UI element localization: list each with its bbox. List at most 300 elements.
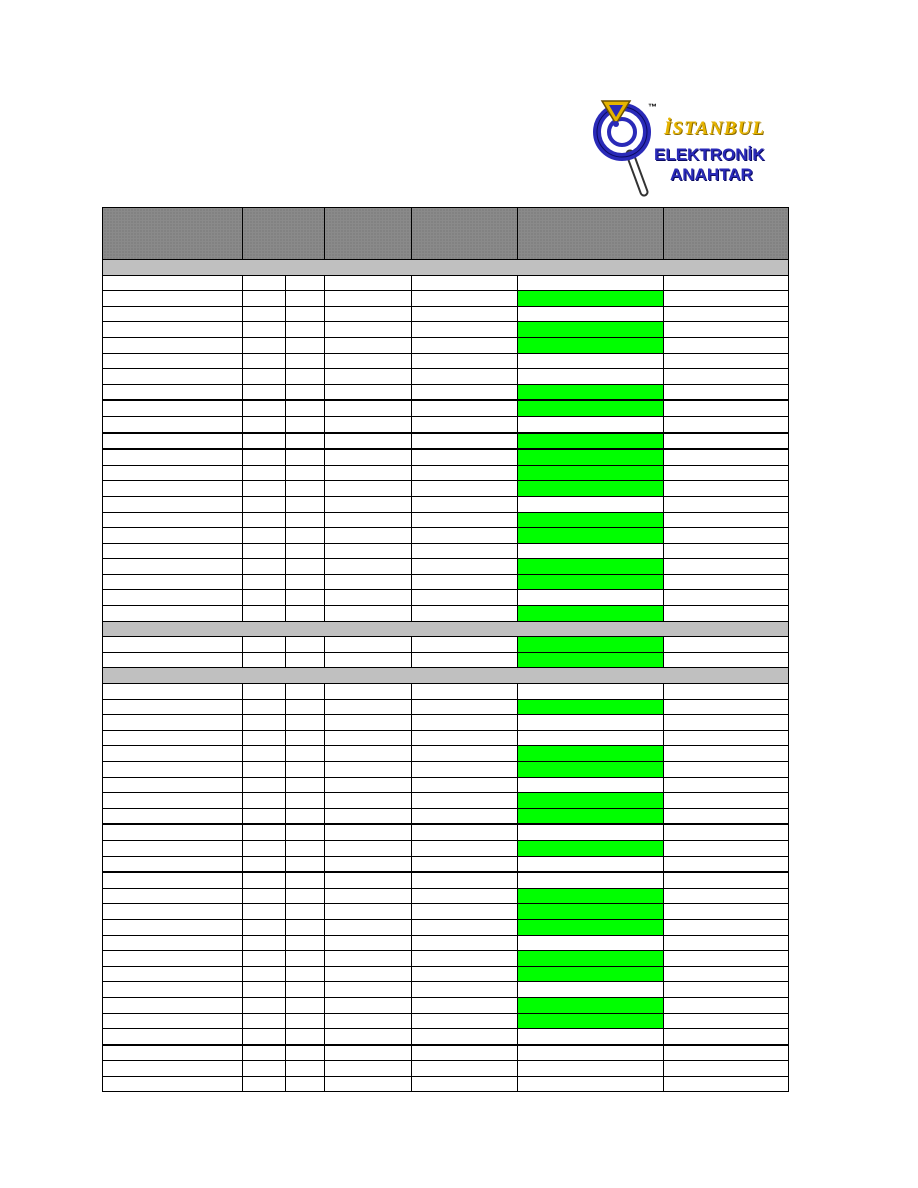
highlighted-cell bbox=[518, 449, 664, 465]
table-cell bbox=[243, 808, 286, 824]
table-cell bbox=[103, 543, 243, 559]
table-cell bbox=[412, 824, 518, 840]
section-header-row bbox=[103, 668, 789, 684]
table-cell bbox=[412, 512, 518, 528]
table-cell bbox=[325, 935, 412, 951]
table-cell bbox=[286, 384, 325, 400]
table-cell bbox=[412, 935, 518, 951]
table-cell bbox=[286, 951, 325, 967]
table-cell bbox=[286, 416, 325, 432]
table-cell bbox=[412, 951, 518, 967]
table-cell bbox=[664, 337, 789, 353]
table-row bbox=[103, 637, 789, 653]
table-cell bbox=[412, 465, 518, 481]
table-cell bbox=[286, 291, 325, 307]
table-cell bbox=[243, 888, 286, 904]
table-cell bbox=[103, 574, 243, 590]
table-cell bbox=[103, 824, 243, 840]
table-cell bbox=[412, 1029, 518, 1045]
table-cell bbox=[243, 369, 286, 385]
table-cell bbox=[286, 824, 325, 840]
table-cell bbox=[286, 715, 325, 731]
table-row bbox=[103, 433, 789, 450]
table-cell bbox=[103, 935, 243, 951]
table-cell bbox=[286, 1013, 325, 1029]
table-cell bbox=[103, 449, 243, 465]
table-cell bbox=[518, 1029, 664, 1045]
highlighted-cell bbox=[518, 951, 664, 967]
table-cell bbox=[325, 465, 412, 481]
table-cell bbox=[103, 919, 243, 935]
table-cell bbox=[325, 793, 412, 809]
table-cell bbox=[286, 275, 325, 291]
table-row bbox=[103, 481, 789, 497]
table-cell bbox=[103, 369, 243, 385]
table-cell bbox=[325, 982, 412, 998]
table-cell bbox=[243, 481, 286, 497]
highlighted-cell bbox=[518, 699, 664, 715]
table-cell bbox=[664, 291, 789, 307]
table-row bbox=[103, 935, 789, 951]
table-cell bbox=[243, 904, 286, 920]
table-cell bbox=[325, 353, 412, 369]
table-cell bbox=[286, 982, 325, 998]
table-cell bbox=[286, 1061, 325, 1077]
table-row bbox=[103, 416, 789, 432]
table-cell bbox=[412, 291, 518, 307]
table-row bbox=[103, 684, 789, 700]
table-cell bbox=[325, 337, 412, 353]
table-row bbox=[103, 715, 789, 731]
table-cell bbox=[664, 353, 789, 369]
table-cell bbox=[664, 590, 789, 606]
table-cell bbox=[325, 606, 412, 622]
table-cell bbox=[286, 904, 325, 920]
table-row bbox=[103, 559, 789, 575]
table-row bbox=[103, 590, 789, 606]
table-cell bbox=[412, 1045, 518, 1061]
highlighted-cell bbox=[518, 433, 664, 450]
table-cell bbox=[412, 730, 518, 746]
table-cell bbox=[325, 1013, 412, 1029]
table-cell bbox=[412, 888, 518, 904]
highlighted-cell bbox=[518, 840, 664, 856]
header-cell-6 bbox=[664, 208, 789, 260]
header-cell-3 bbox=[325, 208, 412, 260]
table-cell bbox=[286, 433, 325, 450]
table-cell bbox=[286, 512, 325, 528]
table-cell bbox=[664, 1013, 789, 1029]
table-row bbox=[103, 306, 789, 322]
table-cell bbox=[412, 590, 518, 606]
highlighted-cell bbox=[518, 337, 664, 353]
table-cell bbox=[103, 840, 243, 856]
table-cell bbox=[412, 762, 518, 778]
table-cell bbox=[325, 730, 412, 746]
table-cell bbox=[518, 684, 664, 700]
table-cell bbox=[103, 684, 243, 700]
table-row bbox=[103, 762, 789, 778]
table-cell bbox=[664, 275, 789, 291]
table-cell bbox=[286, 337, 325, 353]
highlighted-cell bbox=[518, 746, 664, 762]
table-cell bbox=[286, 966, 325, 982]
table-cell bbox=[243, 684, 286, 700]
table-cell bbox=[664, 699, 789, 715]
table-row bbox=[103, 512, 789, 528]
table-cell bbox=[325, 652, 412, 668]
table-cell bbox=[325, 559, 412, 575]
table-cell bbox=[412, 543, 518, 559]
table-cell bbox=[664, 369, 789, 385]
table-cell bbox=[286, 322, 325, 338]
table-cell bbox=[103, 337, 243, 353]
table-cell bbox=[518, 824, 664, 840]
table-cell bbox=[412, 777, 518, 793]
table-row bbox=[103, 1045, 789, 1061]
table-cell bbox=[664, 652, 789, 668]
table-cell bbox=[243, 935, 286, 951]
table-row bbox=[103, 275, 789, 291]
table-cell bbox=[664, 824, 789, 840]
table-cell bbox=[103, 951, 243, 967]
table-cell bbox=[325, 824, 412, 840]
table-row bbox=[103, 730, 789, 746]
table-cell bbox=[664, 416, 789, 432]
table-cell bbox=[325, 966, 412, 982]
table-cell bbox=[664, 793, 789, 809]
table-cell bbox=[412, 652, 518, 668]
table-cell bbox=[103, 808, 243, 824]
table-cell bbox=[286, 606, 325, 622]
table-cell bbox=[664, 637, 789, 653]
table-cell bbox=[103, 512, 243, 528]
table-cell bbox=[103, 400, 243, 416]
table-cell bbox=[518, 590, 664, 606]
table-cell bbox=[664, 543, 789, 559]
table-cell bbox=[664, 465, 789, 481]
table-cell bbox=[664, 496, 789, 512]
table-cell bbox=[243, 637, 286, 653]
table-cell bbox=[412, 1076, 518, 1092]
table-cell bbox=[518, 777, 664, 793]
highlighted-cell bbox=[518, 997, 664, 1013]
table-cell bbox=[286, 997, 325, 1013]
table-cell bbox=[412, 574, 518, 590]
table-cell bbox=[286, 574, 325, 590]
table-cell bbox=[243, 400, 286, 416]
table-cell bbox=[103, 888, 243, 904]
table-cell bbox=[243, 416, 286, 432]
table-cell bbox=[325, 997, 412, 1013]
table-cell bbox=[412, 808, 518, 824]
highlighted-cell bbox=[518, 919, 664, 935]
logo-text-istanbul: İSTANBUL bbox=[664, 118, 765, 139]
table-row bbox=[103, 840, 789, 856]
table-row bbox=[103, 528, 789, 544]
table-cell bbox=[325, 1029, 412, 1045]
highlighted-cell bbox=[518, 904, 664, 920]
table-cell bbox=[412, 416, 518, 432]
table-row bbox=[103, 353, 789, 369]
table-cell bbox=[412, 637, 518, 653]
header-cell-2 bbox=[243, 208, 325, 260]
header-cell-1 bbox=[103, 208, 243, 260]
table-cell bbox=[412, 481, 518, 497]
table-cell bbox=[103, 699, 243, 715]
table-cell bbox=[325, 528, 412, 544]
table-cell bbox=[325, 590, 412, 606]
table-cell bbox=[243, 919, 286, 935]
table-cell bbox=[664, 715, 789, 731]
table-cell bbox=[286, 919, 325, 935]
table-cell bbox=[325, 449, 412, 465]
table-cell bbox=[286, 1029, 325, 1045]
table-cell bbox=[325, 777, 412, 793]
table-cell bbox=[286, 793, 325, 809]
table-cell bbox=[243, 337, 286, 353]
table-cell bbox=[325, 888, 412, 904]
table-cell bbox=[103, 275, 243, 291]
highlighted-cell bbox=[518, 652, 664, 668]
table-row bbox=[103, 1013, 789, 1029]
table-cell bbox=[103, 1076, 243, 1092]
table-row bbox=[103, 1076, 789, 1092]
table-cell bbox=[664, 888, 789, 904]
table-cell bbox=[412, 275, 518, 291]
table-cell bbox=[103, 1045, 243, 1061]
table-cell bbox=[286, 762, 325, 778]
table-cell bbox=[412, 306, 518, 322]
highlighted-cell bbox=[518, 888, 664, 904]
table-row bbox=[103, 919, 789, 935]
table-cell bbox=[664, 1045, 789, 1061]
table-row bbox=[103, 793, 789, 809]
table-cell bbox=[243, 856, 286, 872]
highlighted-cell bbox=[518, 322, 664, 338]
table-cell bbox=[243, 872, 286, 888]
table-cell bbox=[103, 777, 243, 793]
header-cell-5 bbox=[518, 208, 664, 260]
table-cell bbox=[325, 904, 412, 920]
table-cell bbox=[243, 559, 286, 575]
table-cell bbox=[243, 528, 286, 544]
table-cell bbox=[103, 496, 243, 512]
table-cell bbox=[518, 856, 664, 872]
table-cell bbox=[286, 496, 325, 512]
table-row bbox=[103, 1029, 789, 1045]
table-cell bbox=[664, 1076, 789, 1092]
table-cell bbox=[325, 400, 412, 416]
highlighted-cell bbox=[518, 637, 664, 653]
table-cell bbox=[325, 746, 412, 762]
table-cell bbox=[243, 543, 286, 559]
table-cell bbox=[412, 966, 518, 982]
section-header-row bbox=[103, 260, 789, 276]
table-cell bbox=[412, 433, 518, 450]
table-row bbox=[103, 449, 789, 465]
table-cell bbox=[325, 322, 412, 338]
table-cell bbox=[412, 793, 518, 809]
table-cell bbox=[243, 306, 286, 322]
table-cell bbox=[325, 496, 412, 512]
table-cell bbox=[412, 337, 518, 353]
table-cell bbox=[243, 746, 286, 762]
table-cell bbox=[664, 433, 789, 450]
table-row bbox=[103, 966, 789, 982]
table-row bbox=[103, 699, 789, 715]
table-cell bbox=[518, 275, 664, 291]
table-cell bbox=[412, 400, 518, 416]
table-cell bbox=[325, 416, 412, 432]
table-cell bbox=[286, 465, 325, 481]
table-cell bbox=[286, 840, 325, 856]
table-cell bbox=[243, 966, 286, 982]
table-cell bbox=[286, 353, 325, 369]
highlighted-cell bbox=[518, 559, 664, 575]
table-cell bbox=[103, 730, 243, 746]
table-body bbox=[103, 260, 789, 1092]
table-cell bbox=[286, 306, 325, 322]
table-cell bbox=[664, 935, 789, 951]
table-cell bbox=[243, 384, 286, 400]
table-cell bbox=[412, 1061, 518, 1077]
table-cell bbox=[664, 528, 789, 544]
table-row bbox=[103, 291, 789, 307]
table-cell bbox=[103, 793, 243, 809]
table-cell bbox=[325, 808, 412, 824]
table-cell bbox=[243, 652, 286, 668]
table-cell bbox=[243, 512, 286, 528]
table-cell bbox=[286, 400, 325, 416]
table-cell bbox=[243, 997, 286, 1013]
logo-text-anahtar: ANAHTAR bbox=[670, 165, 753, 184]
table-cell bbox=[243, 1013, 286, 1029]
table-cell bbox=[286, 543, 325, 559]
highlighted-cell bbox=[518, 384, 664, 400]
table-cell bbox=[518, 1061, 664, 1077]
table-row bbox=[103, 872, 789, 888]
table-cell bbox=[412, 997, 518, 1013]
table-cell bbox=[325, 384, 412, 400]
table-cell bbox=[243, 590, 286, 606]
table-cell bbox=[103, 528, 243, 544]
table-cell bbox=[664, 904, 789, 920]
logo-text-elektronik: ELEKTRONİK bbox=[654, 145, 765, 164]
table-row bbox=[103, 322, 789, 338]
data-table bbox=[102, 207, 789, 1092]
table-cell bbox=[664, 1061, 789, 1077]
table-row bbox=[103, 574, 789, 590]
table-row bbox=[103, 606, 789, 622]
table-cell bbox=[518, 353, 664, 369]
table-cell bbox=[103, 746, 243, 762]
highlighted-cell bbox=[518, 606, 664, 622]
table-row bbox=[103, 496, 789, 512]
table-cell bbox=[325, 291, 412, 307]
highlighted-cell bbox=[518, 574, 664, 590]
table-cell bbox=[286, 730, 325, 746]
table-cell bbox=[518, 982, 664, 998]
highlighted-cell bbox=[518, 966, 664, 982]
table-cell bbox=[325, 684, 412, 700]
table-cell bbox=[664, 951, 789, 967]
table-cell bbox=[325, 872, 412, 888]
table-cell bbox=[243, 699, 286, 715]
table-cell bbox=[325, 1045, 412, 1061]
table-row bbox=[103, 337, 789, 353]
highlighted-cell bbox=[518, 762, 664, 778]
table-cell bbox=[412, 559, 518, 575]
table-cell bbox=[664, 966, 789, 982]
table-cell bbox=[325, 715, 412, 731]
table-row bbox=[103, 369, 789, 385]
table-cell bbox=[286, 746, 325, 762]
table-cell bbox=[103, 1013, 243, 1029]
table-header-row bbox=[103, 208, 789, 260]
table-cell bbox=[664, 840, 789, 856]
header-cell-4 bbox=[412, 208, 518, 260]
table-cell bbox=[664, 606, 789, 622]
table-cell bbox=[103, 1061, 243, 1077]
table-cell bbox=[412, 449, 518, 465]
table-cell bbox=[286, 637, 325, 653]
table-cell bbox=[286, 449, 325, 465]
table-cell bbox=[286, 528, 325, 544]
table-cell bbox=[412, 746, 518, 762]
table-cell bbox=[103, 856, 243, 872]
table-cell bbox=[325, 856, 412, 872]
table-cell bbox=[103, 872, 243, 888]
table-cell bbox=[243, 777, 286, 793]
table-cell bbox=[103, 416, 243, 432]
table-cell bbox=[103, 982, 243, 998]
table-cell bbox=[103, 559, 243, 575]
table-cell bbox=[518, 935, 664, 951]
table-cell bbox=[664, 730, 789, 746]
table-cell bbox=[286, 481, 325, 497]
table-cell bbox=[286, 699, 325, 715]
table-cell bbox=[243, 291, 286, 307]
table-cell bbox=[664, 746, 789, 762]
highlighted-cell bbox=[518, 808, 664, 824]
table-cell bbox=[664, 762, 789, 778]
table-cell bbox=[103, 590, 243, 606]
table-row bbox=[103, 400, 789, 416]
highlighted-cell bbox=[518, 400, 664, 416]
table-cell bbox=[664, 400, 789, 416]
table-cell bbox=[412, 919, 518, 935]
table-cell bbox=[243, 982, 286, 998]
table-cell bbox=[243, 1045, 286, 1061]
table-cell bbox=[103, 433, 243, 450]
table-cell bbox=[286, 888, 325, 904]
table-cell bbox=[286, 369, 325, 385]
table-cell bbox=[325, 543, 412, 559]
table-cell bbox=[518, 730, 664, 746]
table-cell bbox=[412, 904, 518, 920]
table-cell bbox=[412, 353, 518, 369]
table-cell bbox=[412, 715, 518, 731]
table-row bbox=[103, 888, 789, 904]
table-cell bbox=[664, 982, 789, 998]
table-cell bbox=[243, 1061, 286, 1077]
table-cell bbox=[243, 951, 286, 967]
table-cell bbox=[325, 574, 412, 590]
table-cell bbox=[325, 481, 412, 497]
table-cell bbox=[412, 322, 518, 338]
table-cell bbox=[103, 762, 243, 778]
